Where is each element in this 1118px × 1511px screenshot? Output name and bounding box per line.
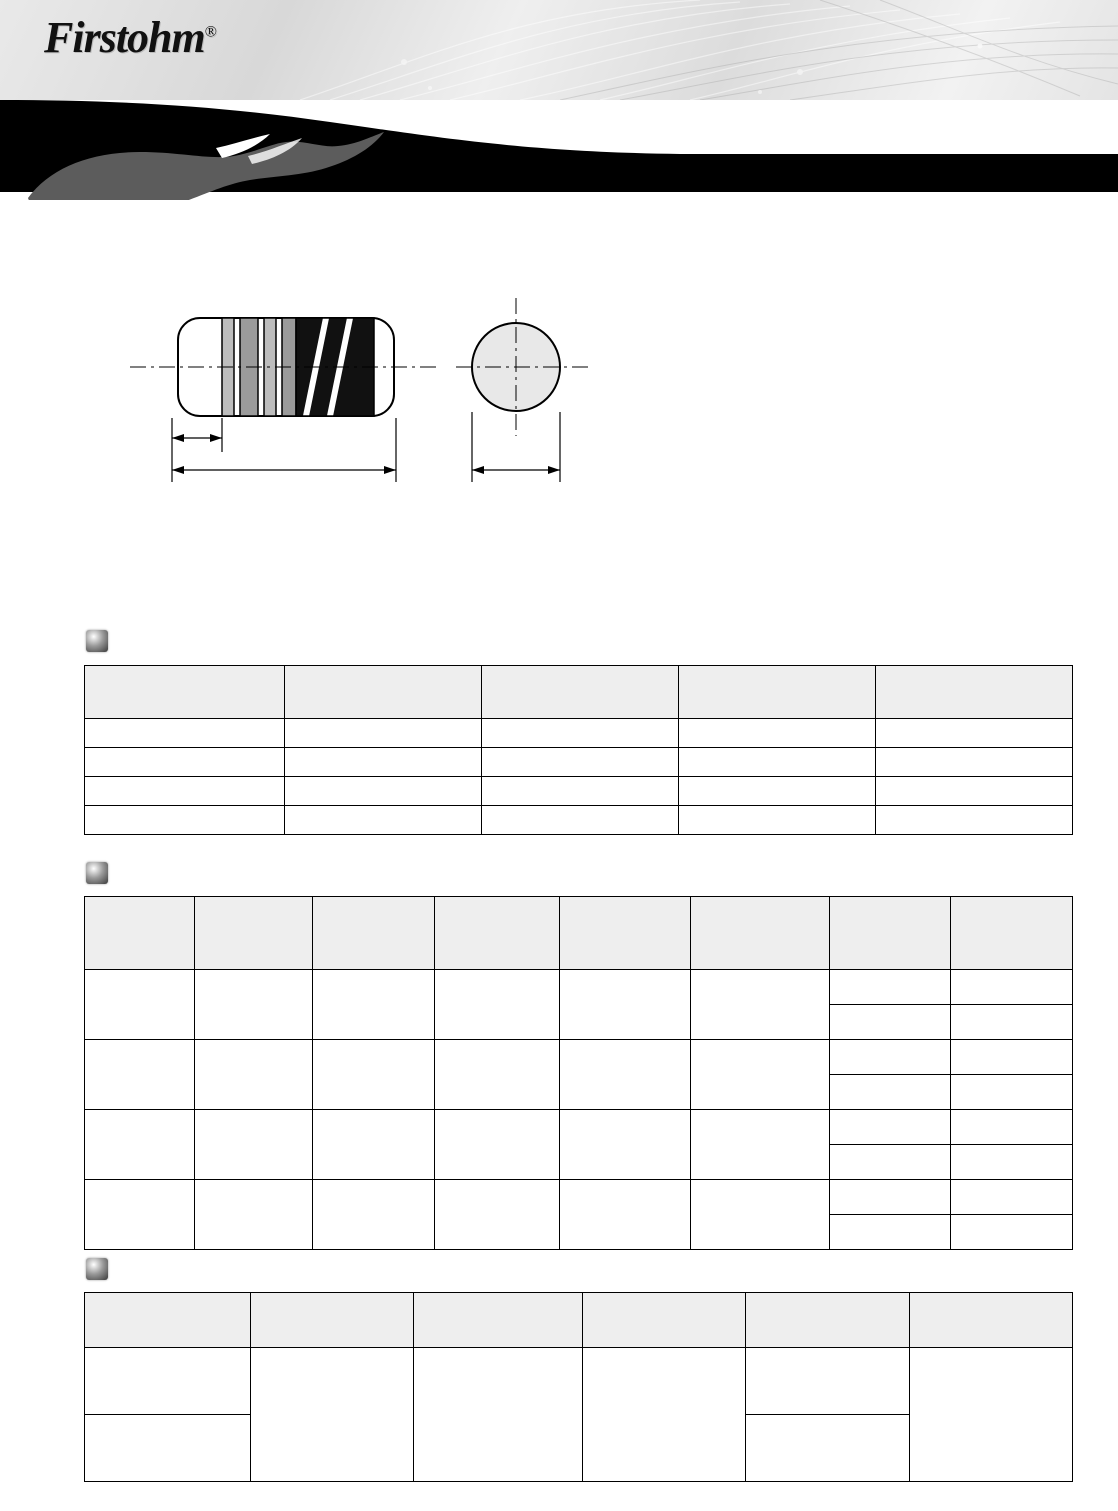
- table-cell: [691, 1180, 830, 1250]
- table-cell: [951, 1110, 1073, 1145]
- table-cell: [482, 719, 679, 748]
- table-cell: [435, 1040, 560, 1110]
- section-bullet-dimensions: [86, 1258, 108, 1280]
- company-logo: [44, 12, 216, 63]
- table-cell: [951, 1180, 1073, 1215]
- col-header: [251, 1293, 414, 1348]
- table-header-row: [85, 897, 1073, 970]
- table-cell: [285, 777, 482, 806]
- col-header: [414, 1293, 583, 1348]
- table-cell: [951, 1005, 1073, 1040]
- col-header: [910, 1293, 1073, 1348]
- table-row: [85, 1180, 1073, 1215]
- table-cell: [85, 1040, 195, 1110]
- table-cell: [85, 719, 285, 748]
- col-header: [679, 666, 876, 719]
- table-ratings: [84, 896, 1073, 1250]
- table-cell: [876, 777, 1073, 806]
- registered-trademark-icon: ®: [204, 23, 216, 41]
- table-cell: [195, 970, 313, 1040]
- table-cell: [560, 1110, 691, 1180]
- table-cell: [195, 1040, 313, 1110]
- table-cell: [435, 970, 560, 1040]
- table-cell: [414, 1348, 583, 1482]
- table-dimensions: [84, 1292, 1073, 1482]
- col-header: [691, 897, 830, 970]
- col-header: [830, 897, 951, 970]
- table-cell: [830, 1110, 951, 1145]
- table-cell: [876, 719, 1073, 748]
- page-header: [0, 0, 1118, 200]
- table-row: [85, 777, 1073, 806]
- table-cell: [679, 806, 876, 835]
- col-header: [285, 666, 482, 719]
- table-cell: [679, 748, 876, 777]
- col-header: [85, 897, 195, 970]
- table-cell: [746, 1415, 910, 1482]
- table-cell: [830, 1145, 951, 1180]
- table-cell: [830, 1180, 951, 1215]
- table-row: [85, 748, 1073, 777]
- table-header-row: [85, 1293, 1073, 1348]
- table-cell: [85, 1110, 195, 1180]
- table-cell: [85, 748, 285, 777]
- col-header: [85, 666, 285, 719]
- table-cell: [830, 1040, 951, 1075]
- table-cell: [876, 806, 1073, 835]
- table-row: [85, 806, 1073, 835]
- product-dimension-drawing: [0, 270, 1118, 500]
- table-cell: [285, 719, 482, 748]
- table-cell: [830, 1005, 951, 1040]
- table-cell: [951, 1215, 1073, 1250]
- col-header: [85, 1293, 251, 1348]
- table-cell: [951, 1145, 1073, 1180]
- table-cell: [482, 748, 679, 777]
- table-cell: [679, 777, 876, 806]
- logo-text: Firstohm: [44, 13, 205, 62]
- table-row: [85, 1040, 1073, 1075]
- table-cell: [85, 970, 195, 1040]
- col-header: [951, 897, 1073, 970]
- table-cell: [313, 1180, 435, 1250]
- col-header: [482, 666, 679, 719]
- col-header: [746, 1293, 910, 1348]
- table-row: [85, 970, 1073, 1005]
- brush-stroke-graphic: [20, 126, 390, 200]
- dimension-arrowheads: [172, 434, 560, 474]
- col-header: [583, 1293, 746, 1348]
- table-cell: [85, 1348, 251, 1415]
- table-cell: [251, 1348, 414, 1482]
- col-header: [195, 897, 313, 970]
- col-header: [560, 897, 691, 970]
- table-cell: [691, 1110, 830, 1180]
- table-cell: [313, 1040, 435, 1110]
- table-cell: [830, 1075, 951, 1110]
- section-bullet-characteristics: [86, 630, 108, 652]
- table-cell: [195, 1180, 313, 1250]
- table-cell: [951, 1040, 1073, 1075]
- table-cell: [85, 777, 285, 806]
- section-bullet-ratings: [86, 862, 108, 884]
- table-cell: [560, 1180, 691, 1250]
- col-header: [876, 666, 1073, 719]
- table-cell: [85, 1180, 195, 1250]
- table-cell: [85, 1415, 251, 1482]
- table-cell: [313, 970, 435, 1040]
- table-cell: [313, 1110, 435, 1180]
- col-header: [435, 897, 560, 970]
- table-cell: [560, 970, 691, 1040]
- table-cell: [830, 970, 951, 1005]
- table-cell: [830, 1215, 951, 1250]
- table-cell: [85, 806, 285, 835]
- table-cell: [951, 1075, 1073, 1110]
- table-cell: [691, 970, 830, 1040]
- table-cell: [285, 806, 482, 835]
- table-row: [85, 1348, 1073, 1415]
- table-cell: [482, 806, 679, 835]
- table-row: [85, 719, 1073, 748]
- table-cell: [679, 719, 876, 748]
- table-header-row: [85, 666, 1073, 719]
- table-cell: [583, 1348, 746, 1482]
- dimension-lines: [172, 412, 560, 482]
- table-cell: [482, 777, 679, 806]
- table-cell: [285, 748, 482, 777]
- table-cell: [435, 1180, 560, 1250]
- table-cell: [195, 1110, 313, 1180]
- table-cell: [876, 748, 1073, 777]
- table-characteristics: [84, 665, 1073, 835]
- col-header: [313, 897, 435, 970]
- table-cell: [951, 970, 1073, 1005]
- table-cell: [691, 1040, 830, 1110]
- table-cell: [910, 1348, 1073, 1482]
- table-row: [85, 1110, 1073, 1145]
- table-cell: [560, 1040, 691, 1110]
- table-cell: [435, 1110, 560, 1180]
- table-cell: [746, 1348, 910, 1415]
